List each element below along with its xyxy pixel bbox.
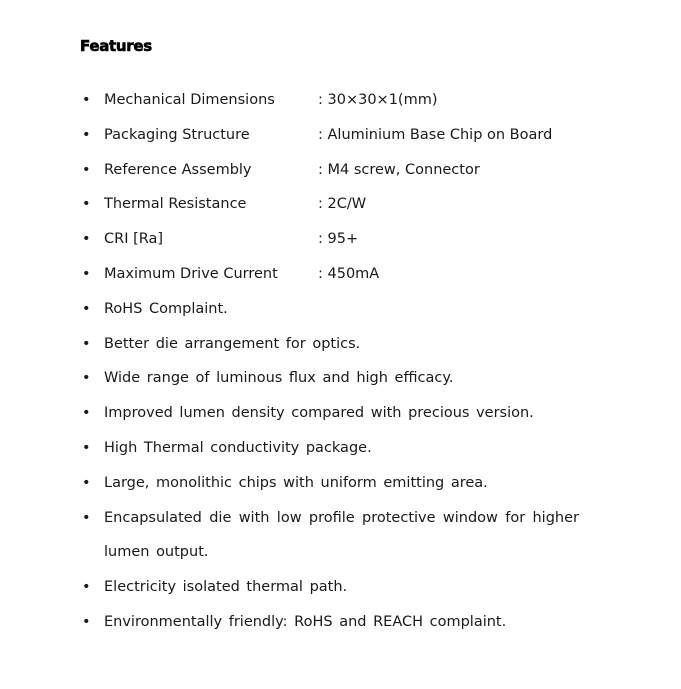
bullet-icon: • (82, 579, 91, 596)
spec-label: Mechanical Dimensions (104, 92, 275, 108)
bullet-icon: • (82, 92, 91, 108)
feature-item (82, 501, 579, 571)
spec-item (82, 222, 579, 257)
feature-text: High Thermal conductivity package. (104, 439, 372, 456)
feature-text: Improved lumen density compared with precious version. (104, 405, 534, 422)
feature-text: Electricity isolated thermal path. (104, 579, 348, 596)
spec-label: Thermal Resistance (104, 196, 247, 213)
feature-item (82, 431, 579, 466)
bullet-icon: • (82, 300, 91, 317)
bullet-icon: • (82, 370, 91, 387)
spec-item (82, 187, 579, 222)
bullet-icon: • (82, 126, 91, 143)
spec-value: : 95+ (318, 231, 359, 248)
spec-label: Packaging Structure (104, 126, 250, 143)
section-title: Features (80, 37, 152, 55)
spec-label: CRI [Ra] (104, 231, 164, 248)
feature-text: RoHS Complaint. (104, 300, 228, 317)
spec-item (82, 153, 579, 188)
bullet-icon: • (82, 231, 91, 248)
feature-item (82, 327, 579, 362)
spec-item (82, 257, 579, 292)
feature-text: Environmentally friendly: RoHS and REACH complaint. (104, 613, 507, 630)
bullet-icon: • (82, 509, 91, 526)
feature-item (82, 605, 579, 640)
bullet-icon: • (82, 335, 91, 352)
bullet-icon: • (82, 161, 91, 178)
spec-value: : M4 screw, Connector (318, 161, 480, 178)
feature-item (82, 570, 579, 605)
feature-text: Large, monolithic chips with uniform emitting area. (104, 474, 488, 491)
feature-text: Encapsulated die with low profile protective window for higher lumen output. (104, 509, 579, 561)
feature-text: Wide range of luminous flux and high efficacy. (104, 370, 454, 387)
spec-label: Reference Assembly (104, 161, 252, 178)
spec-value: : 2C/W (318, 196, 367, 213)
spec-label: Maximum Drive Current (104, 265, 278, 282)
spec-item (82, 83, 579, 118)
spec-item (82, 118, 579, 153)
feature-item (82, 292, 579, 327)
feature-item (82, 361, 579, 396)
bullet-icon: • (82, 439, 91, 456)
spec-value: : 30×30×1(mm) (318, 92, 438, 108)
spec-value: : Aluminium Base Chip on Board (318, 126, 553, 143)
feature-item (82, 396, 579, 431)
bullet-icon: • (82, 265, 91, 282)
features-list (82, 83, 579, 640)
bullet-icon: • (82, 196, 91, 213)
feature-item (82, 466, 579, 501)
spec-value: : 450mA (318, 265, 380, 282)
bullet-icon: • (82, 405, 91, 422)
feature-text: Better die arrangement for optics. (104, 335, 361, 352)
bullet-icon: • (82, 474, 91, 491)
bullet-icon: • (82, 613, 91, 630)
